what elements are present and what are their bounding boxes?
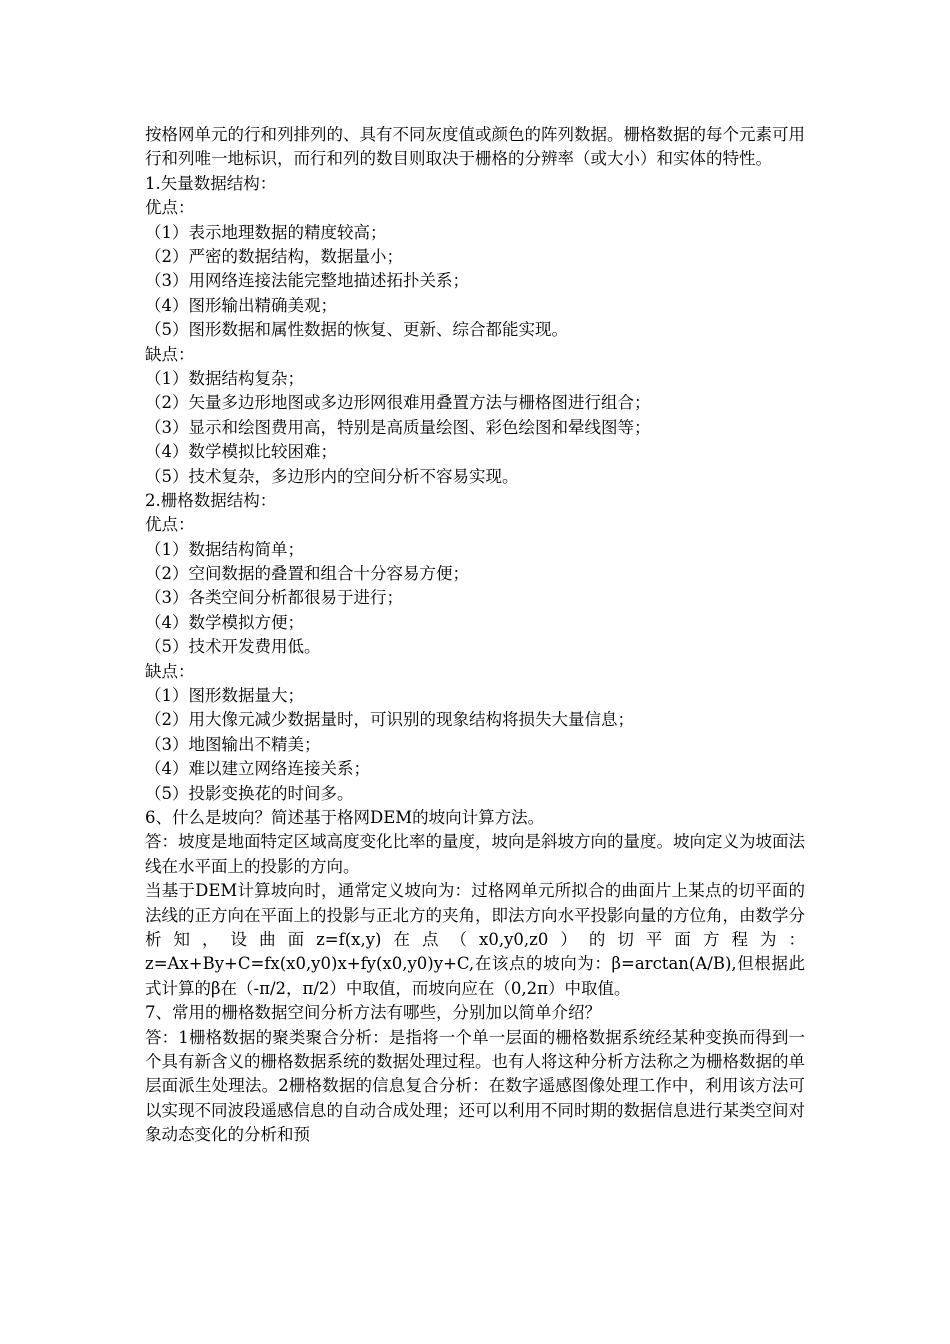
raster-heading: 2.栅格数据结构： [145, 490, 277, 510]
vector-con-item: （4）数学模拟比较困难； [145, 442, 337, 462]
raster-cons-label: 缺点： [145, 661, 195, 681]
q7-question: 7、常用的栅格数据空间分析方法有哪些，分别加以简单介绍？ [145, 1003, 601, 1023]
raster-pro-item: （5）技术开发费用低。 [145, 637, 321, 657]
vector-con-item: （5）技术复杂，多边形内的空间分析不容易实现。 [145, 466, 519, 486]
vector-pro-item: （2）严密的数据结构，数据量小； [145, 246, 403, 266]
q6-answer-method: 当基于DEM计算坡向时，通常定义坡向为：过格网单元所拟合的曲面片上某点的切平面的法线的正方向在平面上的投影与正北方的夹角，即法方向水平投影向量的方位角，由数学分析知，设曲面z=f(x,y)在点（x0,y0,z0）的切平面方程为：z=Ax+By+C=fx(x0,y0)x+fy(x0,y0)y+C,在该点的坡向为：β=arctan(A/B),但根据此式计算的β在（-π/2，π/2）中取值，而坡向应在（0,2π）中取值。 [145, 881, 805, 998]
q7-answer: 答：1栅格数据的聚类聚合分析：是指将一个单一层面的栅格数据系统经某种变换而得到一个具有新含义的栅格数据系统的数据处理过程。也有人将这种分析方法称之为栅格数据的单层面派生处理法。2栅格数据的信息复合分析：在数字遥感图像处理工作中，利用该方法可以实现不同波段遥感信息的自动合成处理；还可以利用不同时期的数据信息进行某类空间对象动态变化的分析和预 [145, 1027, 805, 1145]
vector-pro-item: （5）图形数据和属性数据的恢复、更新、综合都能实现。 [145, 320, 568, 340]
vector-cons-label: 缺点： [145, 344, 195, 364]
q6-answer-definition: 答：坡度是地面特定区域高度变化比率的量度，坡向是斜坡方向的量度。坡向定义为坡面法线在水平面上的投影的方向。 [145, 832, 805, 876]
q6-question: 6、什么是坡向？简述基于格网DEM的坡向计算方法。 [145, 807, 545, 827]
vector-pro-item: （4）图形输出精确美观； [145, 295, 337, 315]
intro-paragraph: 按格网单元的行和列排列的、具有不同灰度值或颜色的阵列数据。栅格数据的每个元素可用行和列唯一地标识，而行和列的数目则取决于栅格的分辨率（或大小）和实体的特性。 [145, 125, 805, 169]
vector-con-item: （1）数据结构复杂； [145, 368, 304, 388]
raster-con-item: （4）难以建立网络连接关系； [145, 759, 370, 779]
vector-pro-item: （3）用网络连接法能完整地描述拓扑关系； [145, 271, 469, 291]
raster-pro-item: （4）数学模拟方便； [145, 612, 304, 632]
vector-heading: 1.矢量数据结构： [145, 173, 277, 193]
vector-con-item: （2）矢量多边形地图或多边形网很难用叠置方法与栅格图进行组合； [145, 393, 651, 413]
raster-con-item: （3）地图输出不精美； [145, 734, 321, 754]
raster-con-item: （5）投影变换花的时间多。 [145, 783, 354, 803]
raster-pro-item: （1）数据结构简单； [145, 539, 304, 559]
document-body [145, 123, 805, 1148]
raster-con-item: （1）图形数据量大； [145, 686, 304, 706]
vector-pros-label: 优点： [145, 198, 195, 218]
raster-pros-label: 优点： [145, 515, 195, 535]
raster-pro-item: （3）各类空间分析都很易于进行； [145, 588, 403, 608]
vector-pro-item: （1）表示地理数据的精度较高； [145, 222, 387, 242]
raster-con-item: （2）用大像元减少数据量时，可识别的现象结构将损失大量信息； [145, 710, 634, 730]
vector-con-item: （3）显示和绘图费用高，特别是高质量绘图、彩色绘图和晕线图等； [145, 417, 651, 437]
raster-pro-item: （2）空间数据的叠置和组合十分容易方便； [145, 564, 469, 584]
